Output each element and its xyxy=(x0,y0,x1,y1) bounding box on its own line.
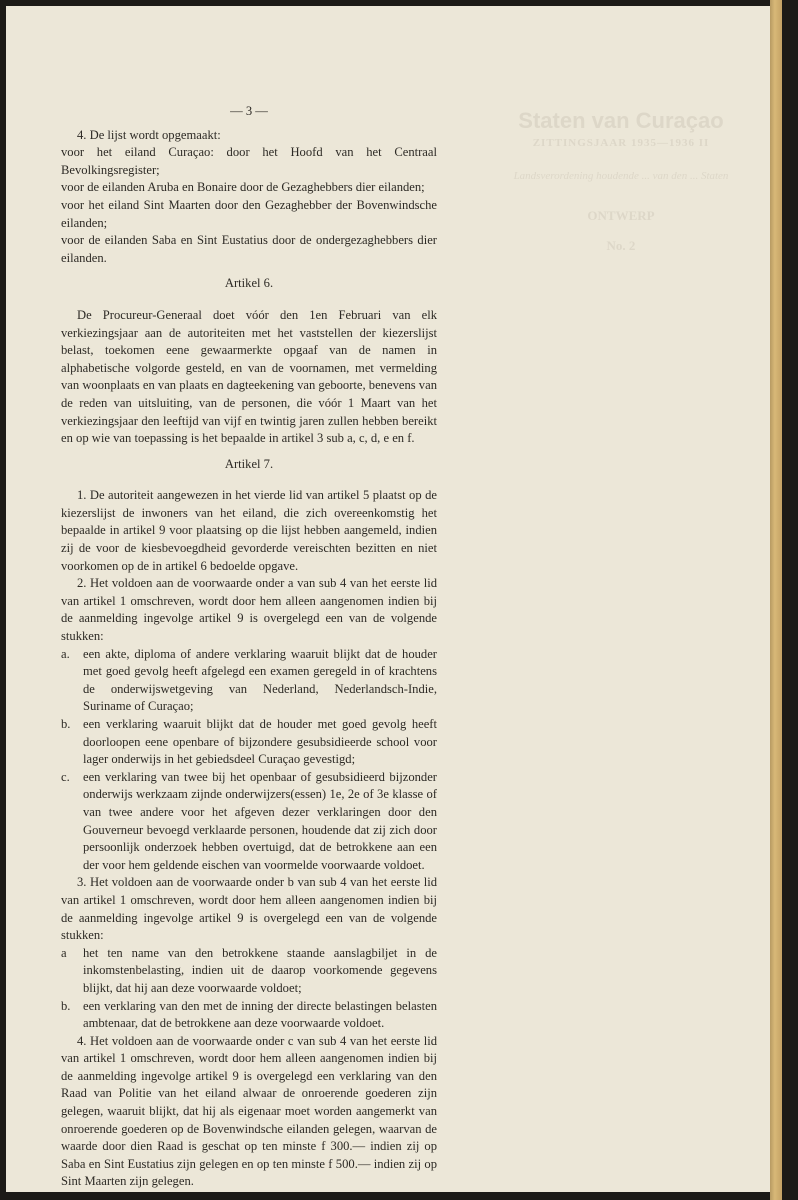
list-label: b. xyxy=(61,717,71,731)
list-text: een verklaring van twee bij het openbaar of gesubsidieerd bijzonder onderwijs werkzaam zijnde onderwijzers(essen) 1e, 2e of 3e klasse of van twee andere voor het afgeven dezer verklaringen door den Gouverneur bevoegd verklaarde personen, houdende dat zij zich door persoonlijk onderzoek hebben overtuigd, dat de betrokkene aan een der voor hem geldende eischen van voormelde voorwaarde voldoet. xyxy=(83,769,437,872)
bleed-through-text xyxy=(476,106,766,254)
paragraph: 1. De autoriteit aangewezen in het vierde lid van artikel 5 plaatst op de kiezerslijst de inwoners van het eiland, die zich overeenkomstig het bepaalde in artikel 9 voor plaatsing op die lijst hebben aangemeld, indien zij de voor de kiesbevoegdheid gevorderde vereischten bezitten en niet voorkomen op de in artikel 6 bedoelde opgave. xyxy=(61,488,437,573)
paragraph: 4. De lijst wordt opgemaakt: xyxy=(77,127,221,142)
list-label: c. xyxy=(61,769,70,784)
list-item xyxy=(61,998,437,1033)
list-text: een verklaring waaruit blijkt dat de houder met goed gevolg heeft doorloopen eene openbare of bijzondere gesubsidieerde school voor lager onderwijs in het gebiedsdeel Curaçao gevestigd; xyxy=(83,717,437,767)
list-item xyxy=(61,945,437,998)
list-item xyxy=(61,769,437,875)
paragraph: 4. Het voldoen aan de voorwaarde onder c van sub 4 van het eerste lid van artikel 1 omschreven, wordt door hem alleen aangenomen indien bij de aanmelding ingevolge artikel 9 is overgelegd een verklaring van den Raad van Politie van het eiland alwaar de onroerende goederen zijn gelegen, waaruit blijkt, dat hij als eigenaar moet worden aangemerkt van onroerende goederen op de Bovenwindsche eilanden gelegen, waarvan de waarde door dien Raad is geschat op ten minste f 300.— indien zij op Saba en Sint Eustatius zijn gelegen en op ten minste f 500.— indien zij op Sint Maarten zijn gelegen. xyxy=(61,1033,437,1189)
ghost-description: Landsverordening houdende ... van den ... Staten xyxy=(513,169,729,182)
page-text xyxy=(61,103,437,1191)
list-text: een akte, diploma of andere verklaring waaruit blijkt dat de houder met goed gevolg heeft afgelegd een examen geregeld in of krachtens de onderwijswetgeving van Nederland, Nederlandsch-Indie, Suriname of Curaçao; xyxy=(83,646,437,714)
list-label: a. xyxy=(61,646,70,661)
paragraph: 2. Het voldoen aan de voorwaarde onder a van sub 4 van het eerste lid van artikel 1 omschreven, wordt door hem alleen aangenomen indien bij de aanmelding ingevolge artikel 9 is overgelegd een van de volgende stukken: xyxy=(61,576,437,644)
ghost-draft: ONTWERP xyxy=(587,208,655,224)
list-item xyxy=(61,716,437,769)
paragraph: voor de eilanden Aruba en Bonaire door de Gezaghebbers dier eilanden; xyxy=(61,180,425,195)
article-heading: Artikel 7. xyxy=(224,456,274,471)
article-heading: Artikel 6. xyxy=(224,276,274,291)
paragraph: 3. Het voldoen aan de voorwaarde onder b van sub 4 van het eerste lid van artikel 1 omschreven, wordt door hem alleen aangenomen indien bij de aanmelding ingevolge artikel 9 is overgelegd een van de volgende stukken: xyxy=(61,875,437,943)
page-number: — 3 — xyxy=(230,104,268,118)
paragraph: De Procureur-Generaal doet vóór den 1en Februari van elk verkiezingsjaar aan de autoriteiten met het vaststellen der kiezerslijst belast, toekomen eene gewaarmerkte opgaaf van de namen in alphabetische volgorde gesteld, en van de voornamen, met vermelding van woonplaats en van plaats en dagteekening van geboorte, benevens van de reden van uitsluiting, van de personen, die vóór 1 Maart van het verkiezingsjaar den leeftijd van vijf en twintig jaren zullen hebben bereikt en op wie van toepassing is het bepaalde in artikel 3 sub a, c, d, e en f. xyxy=(61,307,437,446)
list-label: a xyxy=(61,945,67,960)
list-label: b. xyxy=(61,998,71,1013)
paragraph: voor het eiland Sint Maarten door den Gezaghebber der Bovenwindsche eilanden; xyxy=(61,197,437,230)
paragraph: voor het eiland Curaçao: door het Hoofd van het Centraal Bevolkingsregister; xyxy=(61,145,437,177)
document-page xyxy=(6,6,776,1192)
list-text: het ten name van den betrokkene staande aanslagbiljet in de inkomstenbelasting, indien uit de daarop voorkomende gegevens blijkt, dat hij aan deze voorwaarde voldoet; xyxy=(83,945,437,995)
ghost-session: ZITTINGSJAAR 1935—1936 II xyxy=(532,136,710,149)
ghost-title: Staten van Curaçao xyxy=(518,108,724,133)
list-item xyxy=(61,646,437,716)
paragraph: voor de eilanden Saba en Sint Eustatius door de ondergezaghebbers dier eilanden. xyxy=(61,233,437,265)
page-edge xyxy=(770,0,782,1200)
ghost-number: No. 2 xyxy=(606,237,636,253)
list-text: een verklaring van den met de inning der directe belastingen belasten ambtenaar, dat de betrokkene aan deze voorwaarde voldoet. xyxy=(83,998,437,1031)
